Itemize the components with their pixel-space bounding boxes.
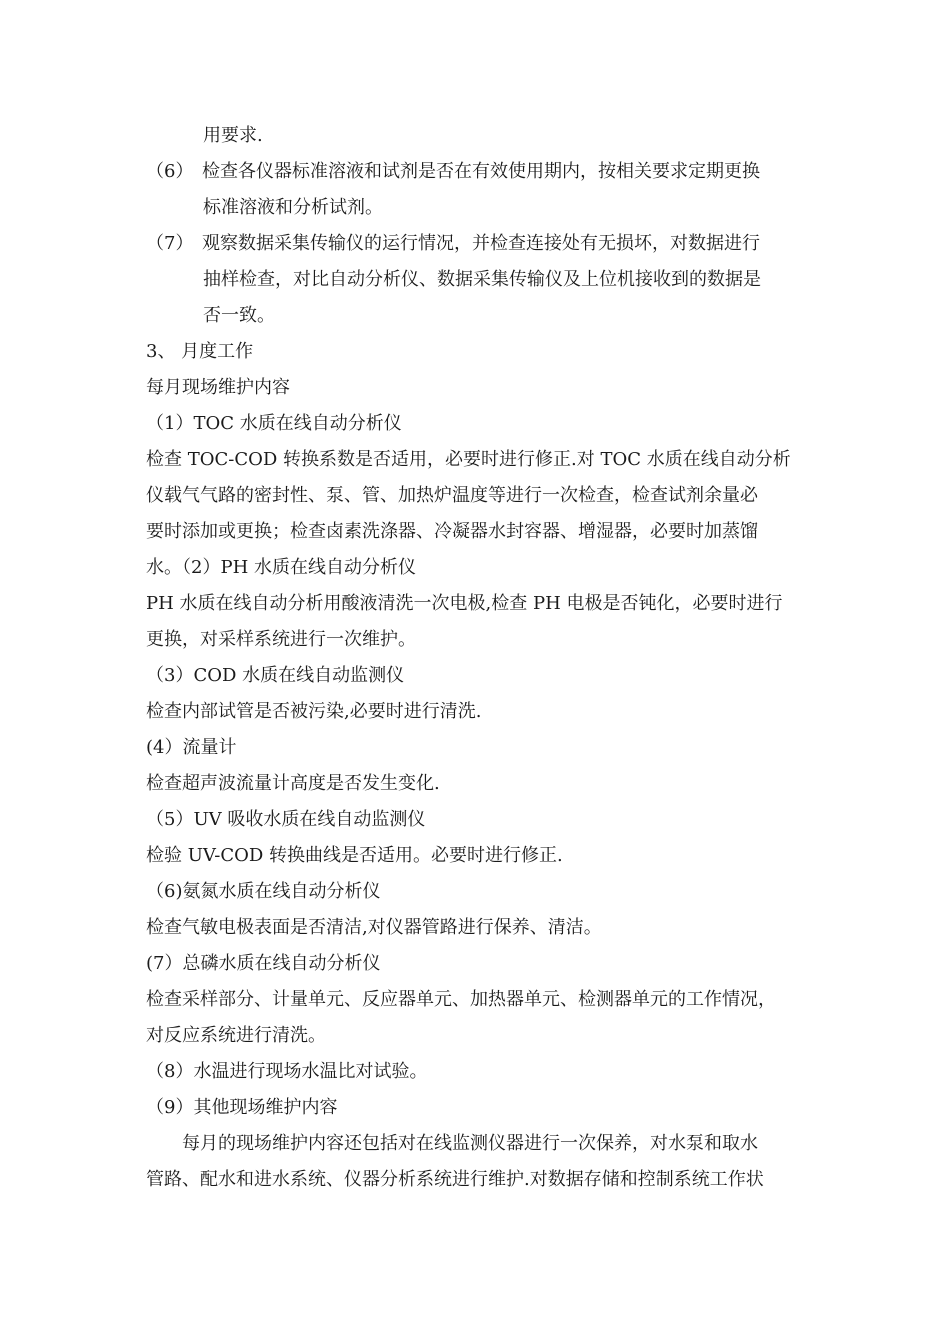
item-heading: (7）总磷水质在线自动分析仪	[146, 953, 381, 974]
text-line: 每月的现场维护内容还包括对在线监测仪器进行一次保养，对水泵和取水	[182, 1133, 758, 1154]
text-line: 标准溶液和分析试剂。	[203, 197, 383, 218]
list-item-6	[146, 160, 826, 184]
text-line: 抽样检查，对比自动分析仪、数据采集传输仪及上位机接收到的数据是	[203, 269, 761, 290]
text-line: 对反应系统进行清洗。	[146, 1025, 326, 1046]
text-line: 要时添加或更换；检查卤素洗涤器、冷凝器水封容器、增湿器，必要时加蒸馏	[146, 521, 758, 542]
item-heading: （5）UV 吸收水质在线自动监测仪	[146, 809, 426, 830]
text-line: 检查各仪器标准溶液和试剂是否在有效使用期内，按相关要求定期更换	[202, 161, 760, 182]
text-line: 检查 TOC-COD 转换系数是否适用，必要时进行修正.对 TOC 水质在线自动分析	[146, 449, 791, 470]
text-line: 管路、配水和进水系统、仪器分析系统进行维护.对数据存储和控制系统工作状	[146, 1169, 764, 1190]
text-line: 更换，对采样系统进行一次维护。	[146, 629, 416, 650]
text-line: 仪载气气路的密封性、泵、管、加热炉温度等进行一次检查，检查试剂余量必	[146, 485, 758, 506]
text-line: 用要求.	[203, 125, 263, 146]
list-number: （7）	[146, 233, 194, 254]
text-line: 观察数据采集传输仪的运行情况，并检查连接处有无损坏，对数据进行	[202, 233, 760, 254]
text-line: 检验 UV-COD 转换曲线是否适用。必要时进行修正.	[146, 845, 563, 866]
text-line: 水。（2）PH 水质在线自动分析仪	[146, 557, 416, 578]
text-line: 检查采样部分、计量单元、反应器单元、加热器单元、检测器单元的工作情况，	[146, 989, 776, 1010]
text-line: PH 水质在线自动分析用酸液清洗一次电极,检查 PH 电极是否钝化，必要时进行	[146, 593, 783, 614]
text-line: 检查超声波流量计高度是否发生变化.	[146, 773, 440, 794]
section-heading: 3、 月度工作	[146, 341, 254, 362]
item-heading: （8）水温进行现场水温比对试验。	[146, 1061, 428, 1082]
item-heading: （6)氨氮水质在线自动分析仪	[146, 881, 381, 902]
item-heading: （9）其他现场维护内容	[146, 1097, 338, 1118]
subsection-heading: 每月现场维护内容	[146, 377, 290, 398]
list-number: （6）	[146, 161, 194, 182]
list-item-7	[146, 232, 826, 256]
item-heading: (4）流量计	[146, 737, 237, 758]
text-line: 检查气敏电极表面是否清洁,对仪器管路进行保养、清洁。	[146, 917, 602, 938]
text-line: 检查内部试管是否被污染,必要时进行清洗.	[146, 701, 482, 722]
item-heading: （3）COD 水质在线自动监测仪	[146, 665, 405, 686]
text-line: 否一致。	[203, 305, 275, 326]
item-heading: （1）TOC 水质在线自动分析仪	[146, 413, 402, 434]
